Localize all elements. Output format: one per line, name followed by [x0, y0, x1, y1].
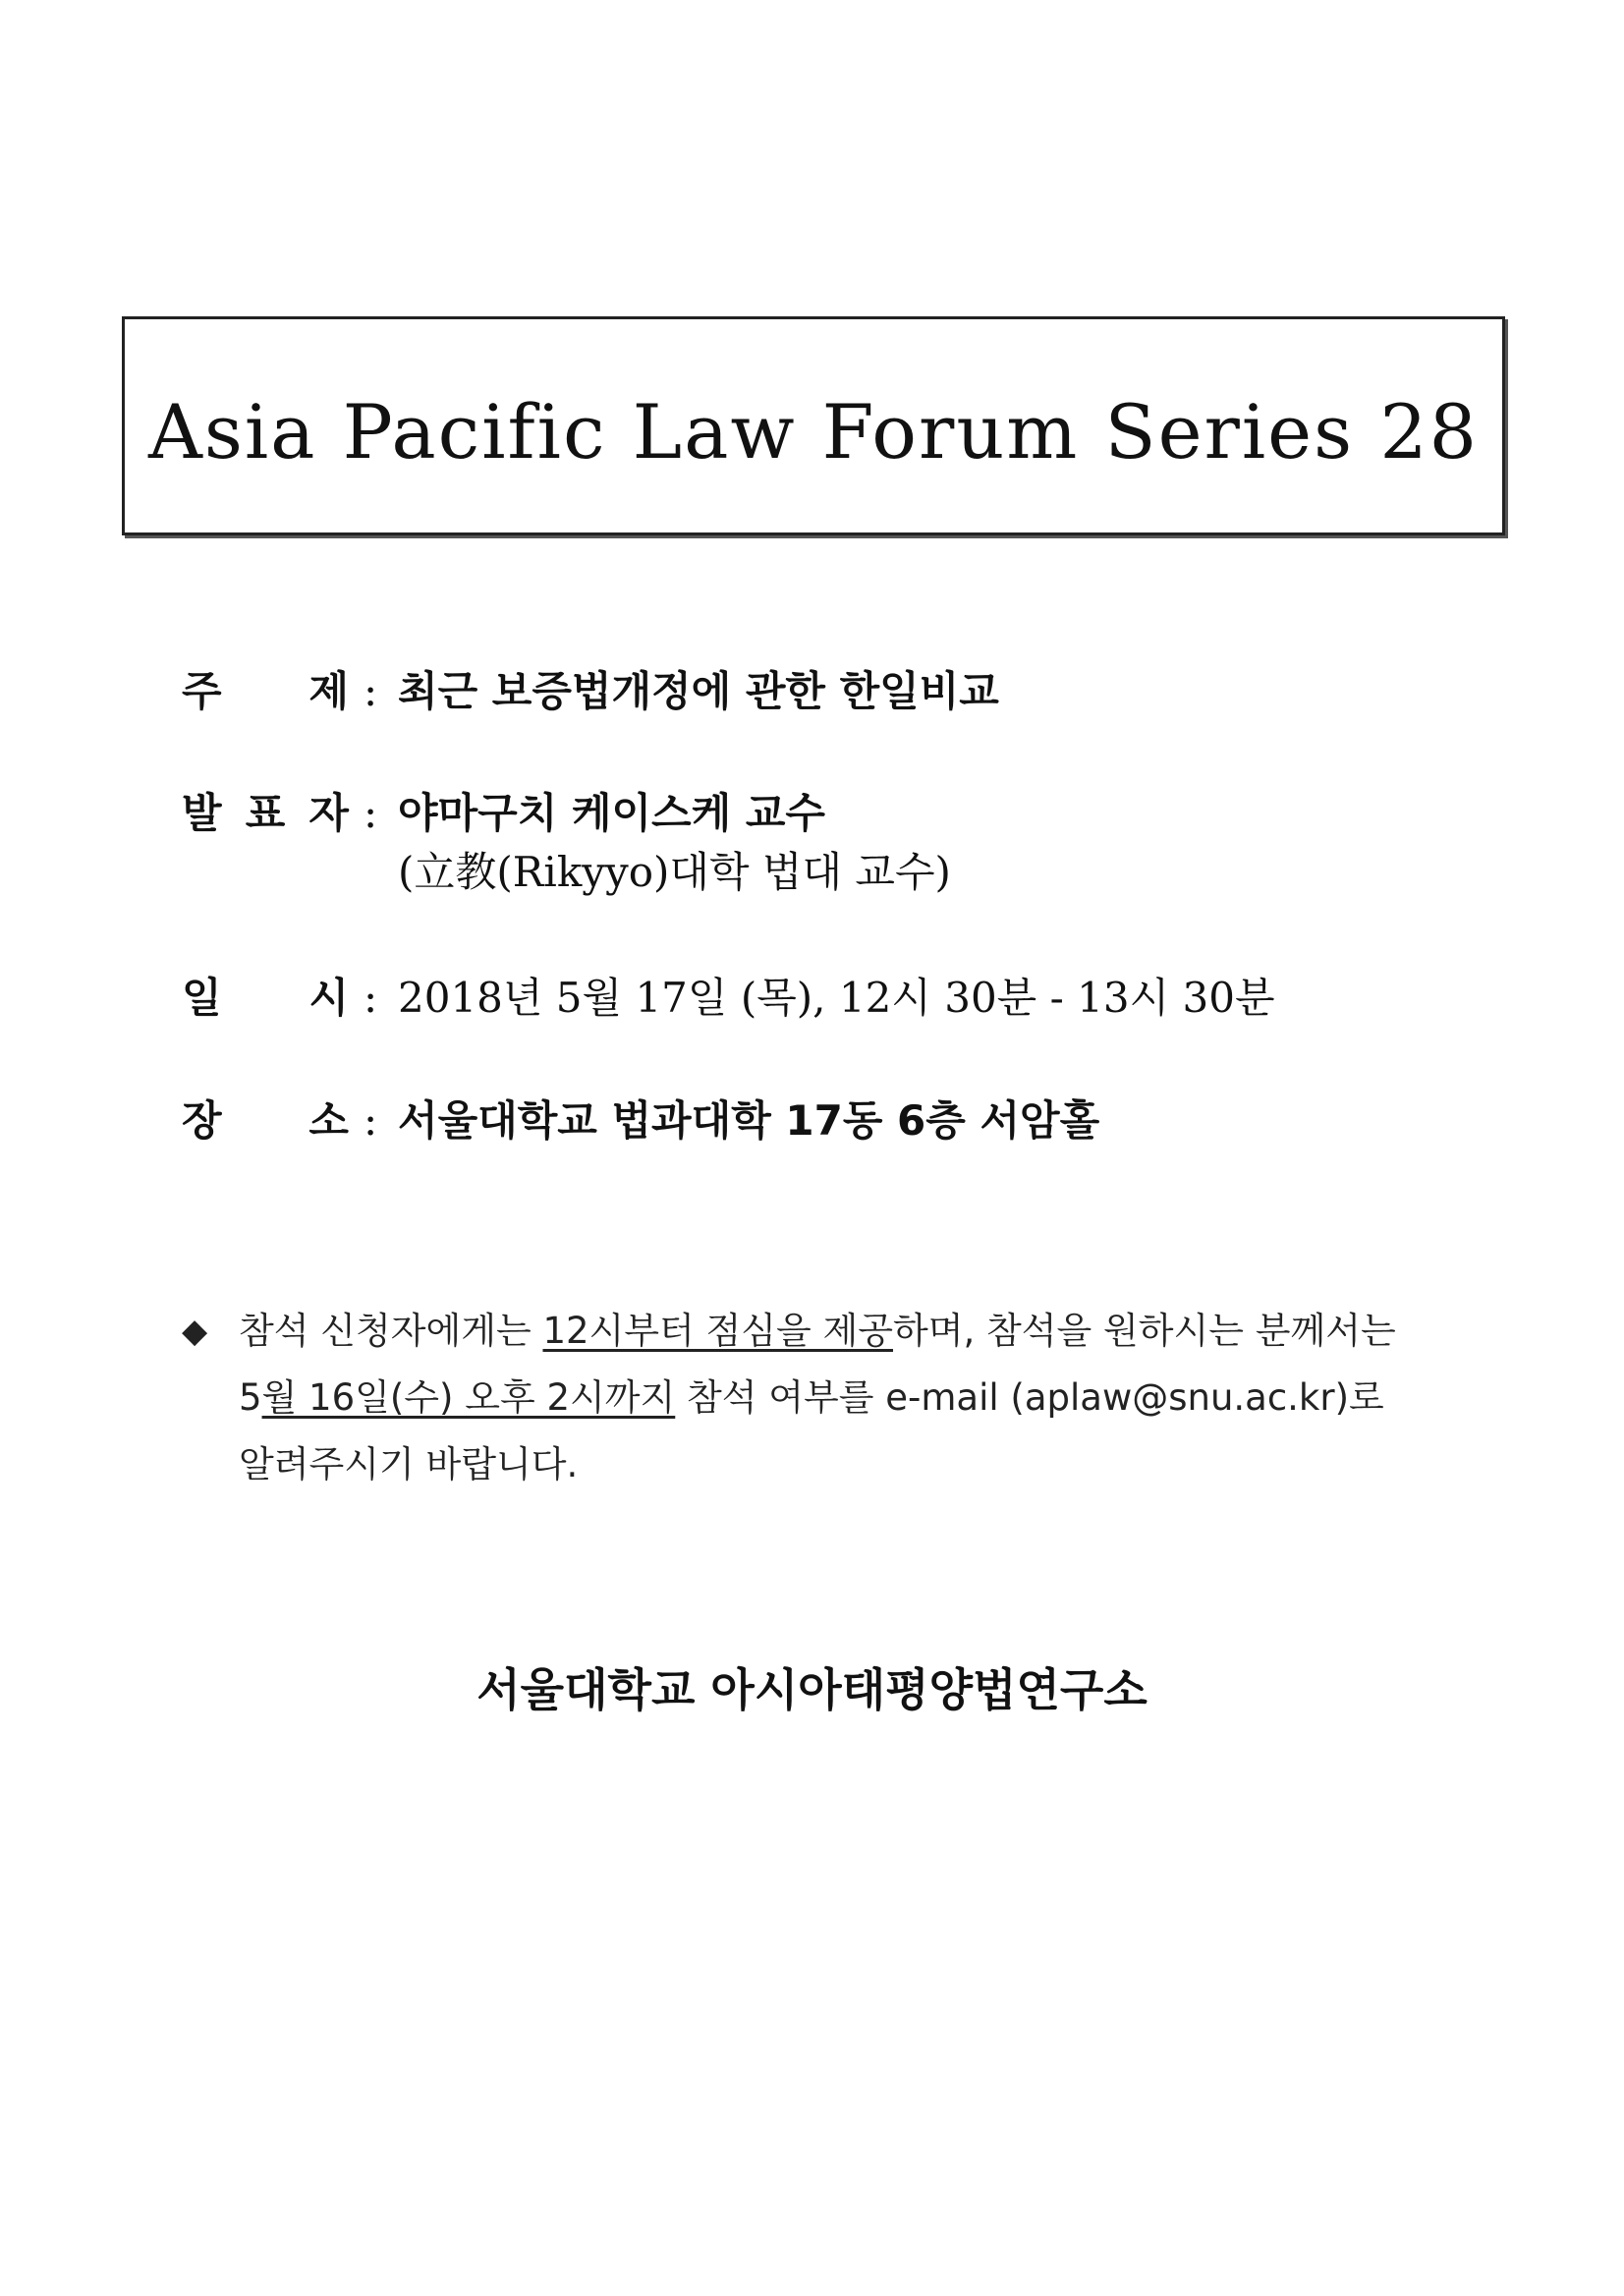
- notice: [182, 1302, 1459, 1498]
- detail-datetime-label: 일 시: [182, 974, 349, 1022]
- detail-topic-colon: :: [364, 667, 378, 715]
- detail-presenter-label: 발 표 자: [182, 789, 349, 837]
- detail-venue-colon: :: [364, 1096, 378, 1145]
- organization-name: 서울대학교 아시아태평양법연구소: [476, 1663, 1148, 1716]
- diamond-bullet-icon: ◆: [182, 1312, 208, 1351]
- detail-presenter-value: 야마구치 케이스케 교수: [398, 789, 825, 837]
- detail-datetime-colon: :: [364, 974, 378, 1022]
- detail-venue-value: 서울대학교 법과대학 17동 6층 서암홀: [398, 1096, 1100, 1145]
- detail-topic-value: 최근 보증법개정에 관한 한일비교: [398, 667, 999, 715]
- notice-line-2: 5월 16일(수) 오후 2시까지 참석 여부를 e-mail (aplaw@snu.ac.kr)로: [239, 1376, 1384, 1419]
- detail-presenter-affiliation: (立教(Rikyyo)대학 법대 교수): [398, 848, 951, 896]
- detail-presenter-colon: :: [364, 789, 378, 837]
- notice-line-1: 참석 신청자에게는 12시부터 점심을 제공하며, 참석을 원하시는 분께서는: [239, 1310, 1396, 1352]
- detail-venue-label: 장 소: [182, 1096, 349, 1145]
- page-title: Asia Pacific Law Forum Series 28: [147, 388, 1480, 476]
- detail-datetime-value: 2018년 5월 17일 (목), 12시 30분 - 13시 30분: [398, 974, 1275, 1022]
- title-box: [122, 316, 1505, 535]
- notice-line-3: 알려주시기 바랍니다.: [239, 1443, 579, 1485]
- detail-topic-label: 주 제: [182, 667, 349, 715]
